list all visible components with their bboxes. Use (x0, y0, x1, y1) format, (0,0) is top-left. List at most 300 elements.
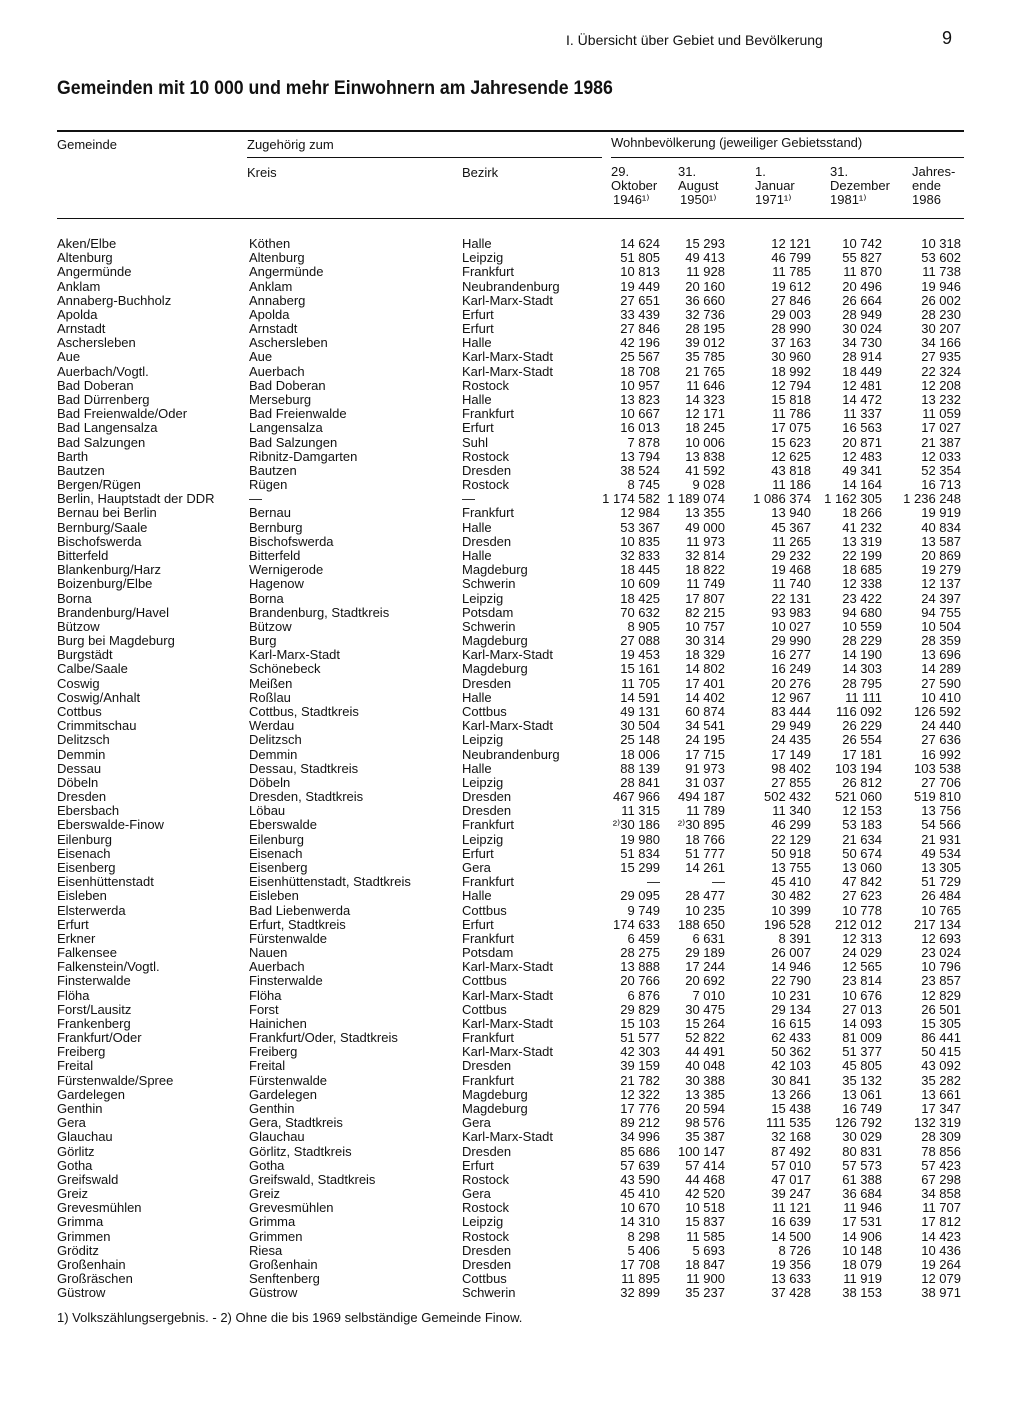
table-row (0, 1230, 1024, 1244)
cell-1950: 82 215 (685, 604, 725, 620)
cell-1946: 17 776 (620, 1101, 660, 1116)
cell-gemeinde: Eberswalde-Finow (57, 817, 164, 833)
cell-bezirk: Magdeburg (462, 661, 528, 677)
cell-1946: 17 708 (620, 1257, 660, 1272)
cell-gemeinde: Bützow (57, 618, 100, 634)
table-row (0, 237, 1024, 251)
cell-1986: 51 729 (921, 874, 961, 890)
cell-1981: 12 313 (842, 930, 882, 946)
table-row (0, 1130, 1024, 1144)
table-row (0, 804, 1024, 818)
cell-1946: 8 298 (627, 1228, 660, 1244)
cell-1971: 32 168 (771, 1129, 811, 1145)
cell-bezirk: Halle (462, 392, 492, 407)
cell-1981: 28 949 (842, 306, 882, 322)
header-date-1950-year: 1950¹⁾ (680, 192, 717, 207)
cell-1946: 57 639 (620, 1157, 660, 1173)
header-date-1971-month: Januar (755, 178, 795, 193)
cell-1950: 18 822 (685, 562, 725, 578)
cell-1946: 16 013 (620, 420, 660, 436)
cell-1981: 12 481 (842, 377, 882, 393)
cell-kreis: — (249, 491, 262, 507)
cell-1946: 467 966 (613, 789, 660, 804)
cell-gemeinde: Dresden (57, 789, 107, 804)
cell-1981: 10 559 (842, 618, 882, 634)
cell-1986: 26 501 (921, 1001, 961, 1017)
table-row (0, 1074, 1024, 1088)
cell-1971: 15 623 (771, 434, 811, 450)
cell-1981: 26 664 (842, 292, 882, 308)
cell-gemeinde: Blankenburg/Harz (57, 562, 162, 578)
table-row (0, 733, 1024, 747)
cell-1971: 16 277 (771, 647, 811, 663)
cell-1946: 21 782 (620, 1072, 660, 1088)
table-row (0, 1031, 1024, 1045)
cell-1950: 98 576 (685, 1115, 725, 1131)
cell-gemeinde: Freiberg (57, 1044, 106, 1060)
cell-kreis: Cottbus, Stadtkreis (249, 703, 359, 719)
cell-bezirk: Magdeburg (462, 1101, 528, 1116)
table-row (0, 634, 1024, 648)
cell-1981: 10 778 (842, 902, 882, 918)
cell-gemeinde: Freital (57, 1058, 94, 1074)
cell-1981: 16 563 (842, 420, 882, 436)
cell-1971: 19 468 (771, 562, 811, 578)
header-date-1986-line2: ende (912, 178, 941, 193)
cell-1981: 13 061 (842, 1086, 882, 1102)
cell-gemeinde: Eisenach (57, 845, 111, 861)
cell-bezirk: Rostock (462, 477, 509, 493)
table-row (0, 265, 1024, 279)
cell-bezirk: Cottbus (462, 1271, 507, 1287)
cell-1946: 30 504 (620, 718, 660, 734)
cell-kreis: Bad Freienwalde (249, 406, 347, 422)
header-date-1950-day: 31. (678, 164, 697, 179)
cell-bezirk: Leipzig (462, 1214, 504, 1230)
table-row (0, 294, 1024, 308)
cell-kreis: Nauen (249, 945, 288, 960)
cell-bezirk: Erfurt (462, 321, 494, 337)
cell-1986: 217 134 (914, 916, 961, 932)
cell-1981: 11 919 (843, 1271, 882, 1287)
cell-1950: 29 189 (685, 945, 725, 960)
table-row (0, 280, 1024, 294)
cell-1981: 12 338 (842, 576, 882, 592)
cell-1971: 19 356 (771, 1257, 811, 1272)
table-row (0, 748, 1024, 762)
cell-1981: 11 111 (845, 689, 882, 705)
cell-1971: 45 410 (771, 874, 811, 890)
cell-bezirk: Erfurt (462, 916, 494, 932)
cell-1981: 41 232 (842, 519, 882, 535)
cell-1946: 20 766 (620, 973, 660, 989)
cell-1946: 29 829 (620, 1001, 660, 1017)
cell-kreis: Delitzsch (249, 732, 302, 748)
cell-1946: 13 888 (620, 959, 660, 975)
cell-bezirk: Halle (462, 548, 492, 563)
cell-1950: 32 736 (685, 306, 725, 322)
cell-gemeinde: Altenburg (57, 250, 113, 266)
header-kreis: Kreis (247, 165, 277, 180)
cell-1971: 37 428 (771, 1285, 811, 1301)
header-date-1981-year: 1981¹⁾ (830, 192, 867, 207)
cell-bezirk: Erfurt (462, 1157, 494, 1173)
cell-kreis: Greiz (249, 1186, 281, 1202)
table-row (0, 478, 1024, 492)
cell-1946: 45 410 (620, 1186, 660, 1202)
cell-bezirk: Potsdam (462, 945, 514, 960)
cell-bezirk: Neubrandenburg (462, 278, 560, 294)
cell-bezirk: Frankfurt (462, 264, 515, 280)
cell-1986: 17 812 (921, 1214, 961, 1230)
table-row (0, 464, 1024, 478)
cell-1950: 91 973 (685, 760, 725, 776)
cell-1986: 54 566 (921, 817, 961, 833)
cell-kreis: Genthin (249, 1101, 295, 1116)
cell-1946: 10 813 (620, 264, 660, 280)
cell-gemeinde: Bischofswerda (57, 533, 142, 549)
cell-1986: 22 324 (921, 363, 961, 379)
cell-kreis: Senftenberg (249, 1271, 320, 1287)
cell-gemeinde: Greifswald (57, 1171, 119, 1187)
cell-1950: 11 973 (686, 533, 725, 549)
cell-1971: 18 992 (771, 363, 811, 379)
cell-1950: 14 261 (685, 859, 725, 875)
table-row (0, 946, 1024, 960)
table-row (0, 1102, 1024, 1116)
cell-1950: ²⁾30 895 (677, 817, 725, 833)
cell-gemeinde: Demmin (57, 746, 106, 762)
cell-1971: 93 983 (771, 604, 811, 620)
cell-1950: 17 807 (685, 590, 725, 606)
table-row (0, 1201, 1024, 1215)
cell-1971: 11 121 (772, 1200, 811, 1216)
cell-1981: 23 814 (842, 973, 882, 989)
page-number: 9 (942, 28, 953, 48)
cell-1971: 20 276 (771, 675, 811, 691)
cell-gemeinde: Frankenberg (57, 1015, 131, 1031)
header-date-1946-year: 1946¹⁾ (613, 192, 650, 207)
cell-1946: 32 899 (620, 1285, 660, 1301)
cell-1986: 14 289 (921, 661, 961, 677)
cell-bezirk: Halle (462, 689, 492, 705)
cell-bezirk: Schwerin (462, 576, 516, 592)
cell-gemeinde: Apolda (57, 306, 98, 322)
cell-1981: 103 194 (835, 760, 882, 776)
cell-1950: 41 592 (685, 462, 725, 478)
cell-1950: 11 928 (686, 264, 725, 280)
cell-1946: 1 174 582 (602, 491, 660, 507)
header-date-1946 (611, 165, 657, 207)
cell-bezirk: Karl-Marx-Stadt (462, 349, 554, 365)
cell-1946: 15 103 (620, 1015, 660, 1031)
cell-1971: 10 231 (771, 987, 811, 1003)
cell-1986: 12 137 (921, 576, 961, 592)
cell-1950: 9 028 (692, 477, 725, 493)
cell-1981: 12 483 (842, 448, 882, 464)
cell-gemeinde: Delitzsch (57, 732, 110, 748)
cell-1950: 11 585 (686, 1228, 725, 1244)
cell-1986: 10 504 (921, 618, 961, 634)
cell-1981: 18 079 (842, 1257, 882, 1272)
cell-gemeinde: Greiz (57, 1186, 89, 1202)
header-wohnbevoelkerung: Wohnbevölkerung (jeweiliger Gebietsstand) (611, 135, 863, 150)
cell-1950: 14 323 (685, 392, 725, 407)
cell-1986: 43 092 (921, 1058, 961, 1074)
cell-bezirk: Suhl (462, 434, 489, 450)
cell-1950: 17 244 (685, 959, 725, 975)
cell-kreis: Fürstenwalde (249, 930, 328, 946)
cell-1971: 57 010 (771, 1157, 811, 1173)
cell-kreis: Borna (249, 590, 284, 606)
cell-1946: 14 310 (620, 1214, 660, 1230)
cell-gemeinde: Auerbach/Vogtl. (57, 363, 149, 379)
cell-bezirk: Karl-Marx-Stadt (462, 1044, 554, 1060)
cell-1971: 11 340 (772, 803, 811, 819)
cell-gemeinde: Barth (57, 448, 89, 464)
table-row (0, 1272, 1024, 1286)
cell-bezirk: Leipzig (462, 732, 504, 748)
cell-kreis: Finsterwalde (249, 973, 323, 989)
cell-bezirk: Halle (462, 335, 492, 351)
cell-1986: 52 354 (921, 462, 961, 478)
cell-gemeinde: Döbeln (57, 774, 99, 790)
cell-1981: 18 449 (842, 363, 882, 379)
cell-1946: 15 161 (620, 661, 660, 677)
cell-kreis: Bernburg (249, 519, 303, 535)
cell-1946: 42 196 (620, 335, 660, 351)
cell-kreis: Löbau (249, 803, 286, 819)
cell-kreis: Roßlau (249, 689, 291, 705)
header-date-1950 (678, 165, 718, 207)
table-row (0, 818, 1024, 832)
cell-1971: 12 625 (771, 448, 811, 464)
cell-gemeinde: Bad Doberan (57, 377, 134, 393)
cell-1986: 10 318 (921, 236, 961, 251)
cell-gemeinde: Angermünde (57, 264, 132, 280)
cell-1981: 11 946 (843, 1200, 882, 1216)
table-row (0, 620, 1024, 634)
cell-1986: 86 441 (921, 1030, 961, 1046)
table-row (0, 563, 1024, 577)
cell-1981: 212 012 (835, 916, 882, 932)
cell-1946: 28 275 (620, 945, 660, 960)
cell-bezirk: Frankfurt (462, 930, 515, 946)
cell-1950: 13 385 (685, 1086, 725, 1102)
table-row (0, 506, 1024, 520)
cell-1986: 34 858 (921, 1186, 961, 1202)
cell-gemeinde: Güstrow (57, 1285, 106, 1301)
cell-1981: 18 266 (842, 505, 882, 521)
cell-1950: 18 245 (685, 420, 725, 436)
table-row (0, 861, 1024, 875)
cell-1986: 11 059 (922, 406, 961, 422)
cell-1946: 11 315 (621, 803, 660, 819)
cell-1946: 14 624 (620, 236, 660, 251)
cell-1946: 19 453 (620, 647, 660, 663)
cell-bezirk: — (462, 491, 475, 507)
cell-bezirk: Rostock (462, 377, 509, 393)
cell-1971: 39 247 (771, 1186, 811, 1202)
table-row (0, 918, 1024, 932)
cell-1986: 26 484 (921, 888, 961, 904)
cell-1981: 94 680 (842, 604, 882, 620)
cell-1950: 17 715 (685, 746, 725, 762)
cell-gemeinde: Eisenberg (57, 859, 116, 875)
cell-1950: 31 037 (685, 774, 725, 790)
table-row (0, 350, 1024, 364)
cell-kreis: Köthen (249, 236, 291, 251)
cell-bezirk: Dresden (462, 803, 512, 819)
cell-1950: 20 594 (685, 1101, 725, 1116)
cell-1986: 16 992 (921, 746, 961, 762)
cell-1946: 5 406 (627, 1242, 660, 1258)
cell-1971: 46 799 (771, 250, 811, 266)
cell-bezirk: Cottbus (462, 703, 507, 719)
cell-1971: 30 960 (771, 349, 811, 365)
cell-1971: 15 438 (771, 1101, 811, 1116)
header-date-1946-day: 29. (611, 164, 630, 179)
cell-1986: 67 298 (921, 1171, 961, 1187)
cell-1986: 94 755 (921, 604, 961, 620)
cell-kreis: Grevesmühlen (249, 1200, 334, 1216)
cell-1971: 11 265 (772, 533, 811, 549)
cell-1950: 49 413 (685, 250, 725, 266)
cell-kreis: Bad Salzungen (249, 434, 338, 450)
cell-1950: 13 355 (685, 505, 725, 521)
cell-1971: 30 482 (771, 888, 811, 904)
cell-1971: 11 785 (772, 264, 811, 280)
cell-bezirk: Erfurt (462, 845, 494, 861)
cell-kreis: Bützow (249, 618, 292, 634)
cell-1950: 28 195 (685, 321, 725, 337)
table-row (0, 592, 1024, 606)
cell-1986: 10 410 (921, 689, 961, 705)
cell-1971: 8 726 (778, 1242, 811, 1258)
cell-1950: 5 693 (692, 1242, 725, 1258)
header-gemeinde: Gemeinde (57, 137, 117, 152)
page-title: Gemeinden mit 10 000 und mehr Einwohnern am Jahresende 1986 (57, 78, 613, 99)
cell-1981: 17 181 (842, 746, 882, 762)
header-rule-wohnbev (611, 157, 964, 158)
cell-bezirk: Dresden (462, 789, 512, 804)
cell-bezirk: Dresden (462, 1058, 512, 1074)
table-row (0, 847, 1024, 861)
cell-1986: 11 738 (922, 264, 961, 280)
cell-1946: 27 088 (620, 633, 660, 648)
cell-1950: 34 541 (685, 718, 725, 734)
cell-1971: 43 818 (771, 462, 811, 478)
cell-kreis: Bernau (249, 505, 291, 521)
cell-bezirk: Frankfurt (462, 1030, 515, 1046)
cell-1950: 15 264 (685, 1015, 725, 1031)
cell-1950: 57 414 (685, 1157, 725, 1173)
cell-1986: 15 305 (921, 1015, 961, 1031)
cell-1946: 8 745 (627, 477, 660, 493)
cell-gemeinde: Gotha (57, 1157, 93, 1173)
table-row (0, 904, 1024, 918)
cell-1946: 15 299 (620, 859, 660, 875)
cell-gemeinde: Cottbus (57, 703, 102, 719)
cell-1946: 88 139 (620, 760, 660, 776)
table-row (0, 875, 1024, 889)
cell-kreis: Auerbach (249, 363, 305, 379)
cell-gemeinde: Finsterwalde (57, 973, 131, 989)
cell-1971: 29 990 (771, 633, 811, 648)
cell-1946: 53 367 (620, 519, 660, 535)
cell-gemeinde: Brandenburg/Havel (57, 604, 170, 620)
cell-kreis: Bad Liebenwerda (249, 902, 351, 918)
table-row (0, 421, 1024, 435)
table-row (0, 365, 1024, 379)
cell-bezirk: Halle (462, 236, 492, 251)
cell-gemeinde: Falkenstein/Vogtl. (57, 959, 160, 975)
cell-1946: 32 833 (620, 548, 660, 563)
table-row (0, 677, 1024, 691)
cell-gemeinde: Erfurt (57, 916, 89, 932)
cell-1986: 19 264 (921, 1257, 961, 1272)
cell-1986: 53 602 (921, 250, 961, 266)
cell-bezirk: Leipzig (462, 774, 504, 790)
cell-gemeinde: Calbe/Saale (57, 661, 128, 677)
table-row (0, 1116, 1024, 1130)
cell-1950: 188 650 (678, 916, 725, 932)
cell-bezirk: Karl-Marx-Stadt (462, 363, 554, 379)
cell-1971: 13 266 (771, 1086, 811, 1102)
cell-1971: 29 003 (771, 306, 811, 322)
cell-1946: 51 577 (620, 1030, 660, 1046)
cell-1986: 1 236 248 (903, 491, 961, 507)
cell-kreis: Bad Doberan (249, 377, 326, 393)
cell-1971: 8 391 (778, 930, 811, 946)
header-date-1946-month: Oktober (611, 178, 658, 193)
cell-1950: 12 171 (685, 406, 725, 422)
cell-1950: 18 847 (685, 1257, 725, 1272)
cell-kreis: Meißen (249, 675, 293, 691)
cell-1950: — (712, 874, 725, 890)
table-row (0, 989, 1024, 1003)
cell-gemeinde: Anklam (57, 278, 101, 294)
header-date-1986 (912, 165, 955, 207)
footnote: 1) Volkszählungsergebnis. - 2) Ohne die bis 1969 selbständige Gemeinde Finow. (57, 1310, 523, 1325)
cell-bezirk: Potsdam (462, 604, 514, 620)
cell-1946: 6 876 (627, 987, 660, 1003)
cell-1986: 28 230 (921, 306, 961, 322)
cell-1971: 16 615 (771, 1015, 811, 1031)
cell-kreis: Ribnitz-Damgarten (249, 448, 358, 464)
cell-1981: 1 162 305 (824, 491, 882, 507)
cell-1981: 47 842 (842, 874, 882, 890)
cell-kreis: Forst (249, 1001, 279, 1017)
table-row (0, 1244, 1024, 1258)
cell-1946: 10 667 (620, 406, 660, 422)
cell-1981: 28 795 (842, 675, 882, 691)
cell-1986: 23 024 (921, 945, 961, 960)
cell-kreis: Hainichen (249, 1015, 307, 1031)
cell-1986: 13 232 (921, 392, 961, 407)
cell-1986: 10 796 (921, 959, 961, 975)
cell-1971: 45 367 (771, 519, 811, 535)
cell-kreis: Aue (249, 349, 273, 365)
cell-1981: 30 024 (842, 321, 882, 337)
table-row (0, 1258, 1024, 1272)
cell-1950: 14 402 (685, 689, 725, 705)
table-row (0, 308, 1024, 322)
cell-gemeinde: Falkensee (57, 945, 117, 960)
cell-1971: 14 946 (771, 959, 811, 975)
cell-1971: 10 027 (771, 618, 811, 634)
cell-kreis: Rügen (249, 477, 288, 493)
